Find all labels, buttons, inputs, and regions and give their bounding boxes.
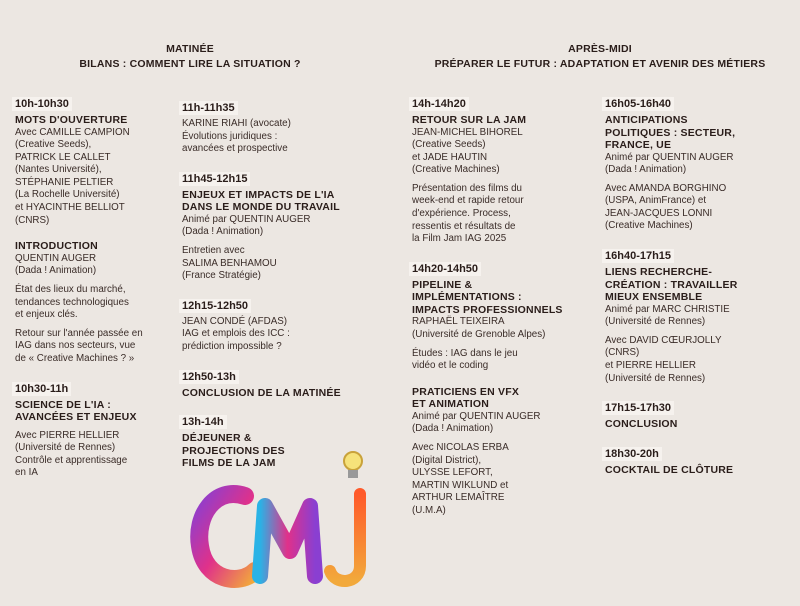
session-text: (Dada ! Animation) — [15, 265, 97, 277]
session-title: PROJECTIONS DES — [182, 444, 285, 457]
session-title: INTRODUCTION — [15, 240, 98, 253]
session-text: (U.M.A) — [412, 504, 446, 516]
session-text: IAG dans nos secteurs, vue — [15, 340, 136, 352]
session-text: et PIERRE HELLIER — [605, 359, 696, 371]
session-text: week-end et rapide retour — [412, 195, 524, 207]
session-text: vidéo et le coding — [412, 360, 489, 372]
session-text: Retour sur l'année passée en — [15, 327, 143, 339]
session-text: d'expérience. Process, — [412, 208, 511, 220]
afternoon-subtitle: PRÉPARER LE FUTUR : ADAPTATION ET AVENIR DES MÉTIERS — [434, 58, 766, 70]
session-text: JEAN CONDÉ (AFDAS) — [182, 315, 288, 327]
session-text: Avec CAMILLE CAMPION — [15, 126, 130, 138]
session-block — [182, 296, 382, 354]
session-title: ENJEUX ET IMPACTS DE L'IA — [182, 188, 335, 201]
session-text: KARINE RIAHI (avocate) — [182, 118, 291, 129]
session-text: (La Rochelle Université) — [15, 189, 120, 201]
afternoon-label: APRÈS-MIDI — [568, 43, 632, 55]
session-text: QUENTIN AUGER — [15, 252, 97, 264]
session-text: SALIMA BENHAMOU — [182, 257, 277, 269]
session-title: AVANCÉES ET ENJEUX — [15, 411, 137, 423]
session-title: DANS LE MONDE DU TRAVAIL — [182, 201, 340, 214]
session-block — [182, 169, 382, 283]
session-time: 12h50-13h — [179, 370, 239, 384]
session-block — [605, 398, 790, 431]
session-text: ARTHUR LEMAÎTRE — [412, 492, 505, 504]
session-text: et HYACINTHE BELLIOT — [15, 202, 125, 214]
session-text: (CNRS) — [605, 347, 640, 359]
session-block — [605, 246, 790, 385]
session-text: Animé par QUENTIN AUGER — [412, 410, 541, 422]
session-time: 16h05-16h40 — [602, 97, 674, 111]
session-title: ANTICIPATIONS — [605, 114, 688, 126]
session-text: Études : IAG dans le jeu — [412, 347, 518, 359]
session-text: de « Creative Machines ? » — [15, 352, 135, 364]
session-text: (Dada ! Animation) — [605, 164, 687, 176]
session-title: DÉJEUNER & — [182, 432, 252, 445]
cmc-logo — [185, 446, 385, 596]
session-text: (CNRS) — [15, 214, 50, 226]
session-block — [182, 98, 382, 156]
session-title: RETOUR SUR LA JAM — [412, 114, 527, 126]
session-text: prédiction impossible ? — [182, 340, 282, 352]
session-text: ressentis et résultats de — [412, 220, 516, 232]
session-text: État des lieux du marché, — [15, 283, 126, 295]
session-text: (Creative Seeds), — [15, 139, 92, 151]
session-text: (France Stratégie) — [182, 270, 261, 282]
session-text: IAG et emplois des ICC : — [182, 328, 290, 340]
session-text: JEAN-MICHEL BIHOREL — [412, 126, 523, 138]
session-text: Animé par MARC CHRISTIE — [605, 303, 730, 315]
session-title: CONCLUSION DE LA MATINÉE — [182, 386, 341, 399]
session-block — [605, 94, 790, 233]
session-title: MIEUX ENSEMBLE — [605, 291, 703, 304]
session-title: POLITIQUES : SECTEUR, — [605, 126, 736, 139]
session-time: 14h-14h20 — [409, 97, 469, 111]
session-text: RAPHAËL TEIXEIRA — [412, 316, 505, 328]
session-block — [605, 444, 790, 477]
session-text: (Université de Rennes) — [605, 316, 706, 328]
session-title: IMPACTS PROFESSIONNELS — [412, 303, 563, 316]
session-text: tendances technologiques — [15, 296, 129, 308]
session-time: 18h30-20h — [602, 447, 662, 461]
session-text: Entretien avec — [182, 244, 245, 256]
session-text: en IA — [15, 467, 38, 479]
session-text: STÉPHANIE PELTIER — [15, 176, 114, 188]
session-text: Avec NICOLAS ERBA — [412, 441, 509, 453]
session-time: 12h15-12h50 — [179, 299, 251, 313]
session-text: (Université de Rennes) — [15, 442, 116, 454]
session-text: Avec DAVID CŒURJOLLY — [605, 334, 722, 346]
morning-label: MATINÉE — [166, 43, 214, 55]
session-title: PIPELINE & — [412, 278, 473, 291]
session-text: ULYSSE LEFORT, — [412, 467, 493, 479]
session-block — [15, 379, 175, 480]
session-block — [412, 94, 597, 246]
session-block — [412, 259, 597, 373]
session-text: (Nantes Université), — [15, 164, 102, 176]
session-text: Animé par QUENTIN AUGER — [605, 151, 734, 163]
session-time: 14h20-14h50 — [409, 262, 481, 276]
session-text: Animé par QUENTIN AUGER — [182, 213, 311, 225]
session-title: IMPLÉMENTATIONS : — [412, 291, 522, 304]
session-text: Contrôle et apprentissage — [15, 454, 128, 466]
session-text: (Creative Machines) — [605, 220, 693, 232]
session-text: (Digital District), — [412, 454, 482, 466]
session-text: Avec PIERRE HELLIER — [15, 429, 120, 441]
session-title: CRÉATION : TRAVAILLER — [605, 278, 738, 291]
session-title: MOTS D'OUVERTURE — [15, 114, 128, 126]
session-time: 13h-14h — [179, 415, 227, 429]
session-text: (Creative Seeds) — [412, 139, 486, 151]
session-title: PRATICIENS EN VFX — [412, 385, 520, 398]
column-afternoon-2 — [605, 94, 790, 489]
session-text: MARTIN WIKLUND et — [412, 479, 509, 491]
session-block — [15, 240, 175, 365]
session-text: Évolutions juridiques : — [182, 130, 278, 142]
logo-letter-c-small — [330, 494, 360, 581]
session-text: (Université de Rennes) — [605, 372, 706, 384]
session-title: ET ANIMATION — [412, 398, 490, 411]
session-time: 11h-11h35 — [179, 101, 238, 115]
logo-letter-m — [260, 506, 315, 576]
session-text: et JADE HAUTIN — [412, 151, 488, 163]
session-title: FILMS DE LA JAM — [182, 457, 276, 470]
logo-letter-c — [199, 494, 255, 579]
afternoon-header — [400, 42, 800, 72]
session-text: (Dada ! Animation) — [412, 423, 494, 435]
session-text: PATRICK LE CALLET — [15, 151, 111, 163]
session-title: COCKTAIL DE CLÔTURE — [605, 463, 734, 476]
session-title: LIENS RECHERCHE- — [605, 266, 713, 279]
session-text: (Dada ! Animation) — [182, 226, 264, 238]
session-text: la Film Jam IAG 2025 — [412, 233, 507, 245]
column-afternoon-1 — [412, 94, 597, 530]
session-time: 10h30-11h — [12, 382, 71, 396]
lightbulb-base — [348, 470, 358, 478]
session-text: (Université de Grenoble Alpes) — [412, 328, 546, 340]
session-text: et enjeux clés. — [15, 309, 78, 321]
session-time: 10h-10h30 — [12, 97, 72, 111]
session-text: JEAN-JACQUES LONNI — [605, 207, 713, 219]
morning-subtitle: BILANS : COMMENT LIRE LA SITUATION ? — [79, 58, 301, 70]
lightbulb-icon — [344, 452, 362, 470]
session-title: CONCLUSION — [605, 418, 678, 431]
morning-header — [0, 42, 380, 72]
session-title: SCIENCE DE L'IA : — [15, 398, 111, 411]
session-text: Présentation des films du — [412, 182, 522, 194]
session-block — [412, 386, 597, 518]
session-text: Avec AMANDA BORGHINO — [605, 182, 727, 194]
session-time: 11h45-12h15 — [179, 172, 250, 186]
session-time: 16h40-17h15 — [602, 249, 674, 263]
session-block — [15, 94, 175, 227]
session-text: (USPA, AnimFrance) et — [605, 195, 707, 207]
column-morning-1 — [15, 94, 175, 493]
session-block — [182, 367, 382, 400]
column-morning-2 — [182, 98, 382, 483]
session-title: FRANCE, UE — [605, 139, 672, 151]
session-time: 17h15-17h30 — [602, 401, 674, 415]
session-text: (Creative Machines) — [412, 164, 500, 176]
session-text: avancées et prospective — [182, 143, 288, 155]
